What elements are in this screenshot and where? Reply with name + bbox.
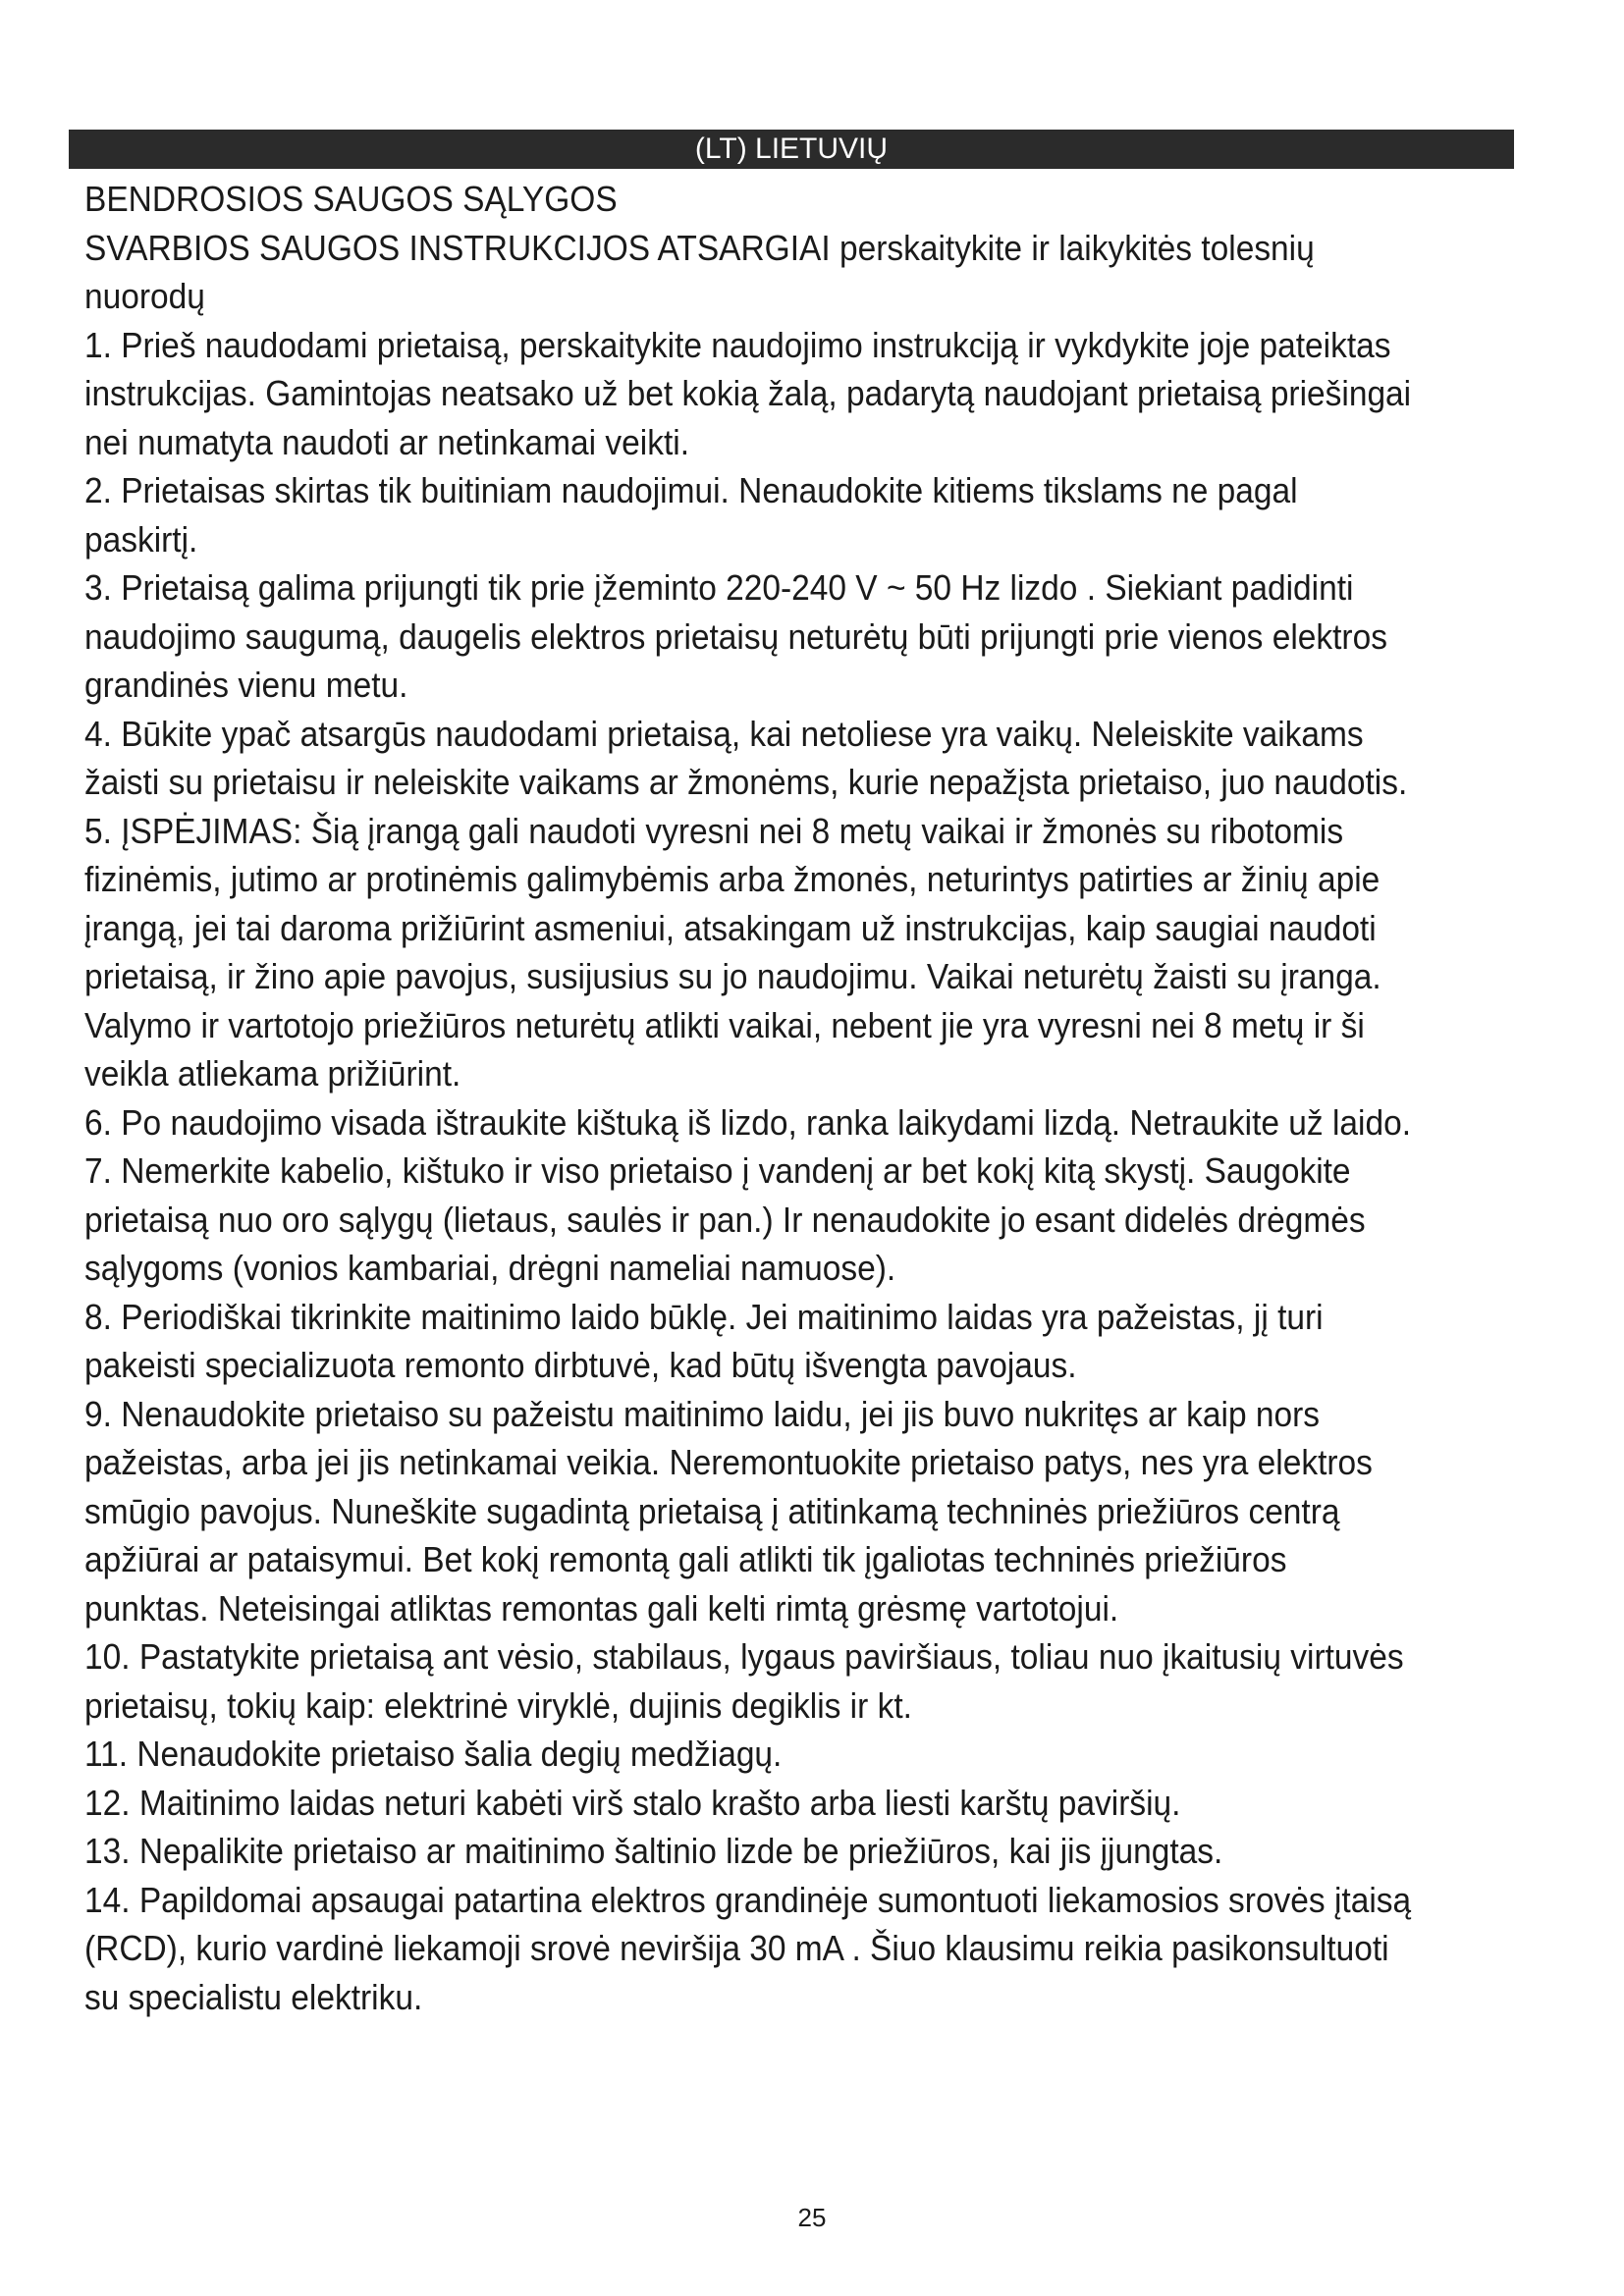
instruction-item-9: 9. Nenaudokite prietaiso su pažeistu maitinimo laidu, jei jis buvo nukritęs ar kaip nors pažeistas, arba jei jis netinkamai veikia. Neremontuokite prietaiso patys, nes yra elektros smūgio pavojus. Nuneškite sugadintą prietaisą į atitinkamą techninės priežiūros centrą apžiūrai ar pataisymui. Bet kokį remontą gali atlikti tik įgaliotas techninės priežiūros punktas. Neteisingai atliktas remontas gali kelti rimtą grėsmę vartotojui.	[84, 1393, 1373, 1629]
instruction-item-10: 10. Pastatykite prietaisą ant vėsio, stabilaus, lygaus paviršiaus, toliau nuo įkaitusių virtuvės prietaisų, tokių kaip: elektrinė viryklė, dujinis degiklis ir kt.	[84, 1636, 1404, 1726]
section-title: BENDROSIOS SAUGOS SĄLYGOS	[84, 179, 618, 219]
instruction-item-3: 3. Prietaisą galima prijungti tik prie įžeminto 220-240 V ~ 50 Hz lizdo . Siekiant padidinti naudojimo saugumą, daugelis elektros prietaisų neturėtų būti prijungti prie vienos elektros grandinės vienu metu.	[84, 567, 1387, 705]
instruction-item-1: 1. Prieš naudodami prietaisą, perskaitykite naudojimo instrukciją ir vykdykite joje pateiktas instrukcijas. Gamintojas neatsako už bet kokią žalą, padarytą naudojant prietaisą priešingai nei numatyta naudoti ar netinkamai veikti.	[84, 324, 1412, 462]
instruction-item-6: 6. Po naudojimo visada ištraukite kištuką iš lizdo, ranka laikydami lizdą. Netraukite už laido.	[84, 1101, 1412, 1143]
instruction-item-12: 12. Maitinimo laidas neturi kabėti virš stalo krašto arba liesti karštų paviršių.	[84, 1782, 1181, 1823]
instruction-item-13: 13. Nepalikite prietaiso ar maitinimo šaltinio lizde be priežiūros, kai jis įjungtas.	[84, 1831, 1223, 1871]
instruction-item-4: 4. Būkite ypač atsargūs naudodami prietaisą, kai netoliese yra vaikų. Neleiskite vaikams žaisti su prietaisu ir neleiskite vaikams ar žmonėms, kurie nepažįsta prietaiso, juo naudotis.	[84, 713, 1408, 802]
page-number: 25	[797, 2203, 827, 2232]
instruction-item-11: 11. Nenaudokite prietaiso šalia degių medžiagų.	[84, 1734, 783, 1774]
language-header-bar: (LT) LIETUVIŲ	[69, 130, 1514, 169]
intro-paragraph: SVARBIOS SAUGOS INSTRUKCIJOS ATSARGIAI perskaitykite ir laikykitės tolesnių nuorodų	[84, 227, 1315, 316]
safety-instructions	[84, 175, 1418, 2021]
instruction-item-14: 14. Papildomai apsaugai patartina elektros grandinėje sumontuoti liekamosios srovės įtaisą (RCD), kurio vardinė liekamoji srovė neviršija 30 mA . Šiuo klausimu reikia pasikonsultuoti su specialistu elektriku.	[84, 1879, 1412, 2017]
instruction-item-2: 2. Prietaisas skirtas tik buitiniam naudojimui. Nenaudokite kitiems tikslams ne pagal paskirtį.	[84, 470, 1298, 560]
instruction-item-8: 8. Periodiškai tikrinkite maitinimo laido būklę. Jei maitinimo laidas yra pažeistas, jį turi pakeisti specializuota remonto dirbtuvė, kad būtų išvengta pavojaus.	[84, 1296, 1324, 1385]
instruction-item-7: 7. Nemerkite kabelio, kištuko ir viso prietaiso į vandenį ar bet kokį kitą skystį. Saugokite prietaisą nuo oro sąlygų (lietaus, saulės ir pan.) Ir nenaudokite jo esant didelės drėgmės sąlygoms (vonios kambariai, drėgni nameliai namuose).	[84, 1150, 1366, 1288]
instruction-item-5: 5. ĮSPĖJIMAS: Šią įrangą gali naudoti vyresni nei 8 metų vaikai ir žmonės su ribotomis fizinėmis, jutimo ar protinėmis galimybėmis arba žmonės, neturintys patirties ar žinių apie įrangą, jei tai daroma prižiūrint asmeniui, atsakingam už instrukcijas, kaip saugiai naudoti prietaisą, ir žino apie pavojus, susijusius su jo naudojimu. Vaikai neturėtų žaisti su įranga. Valymo ir vartotojo priežiūros neturėtų atlikti vaikai, nebent jie yra vyresni nei 8 metų ir ši veikla atliekama prižiūrint.	[84, 810, 1381, 1094]
